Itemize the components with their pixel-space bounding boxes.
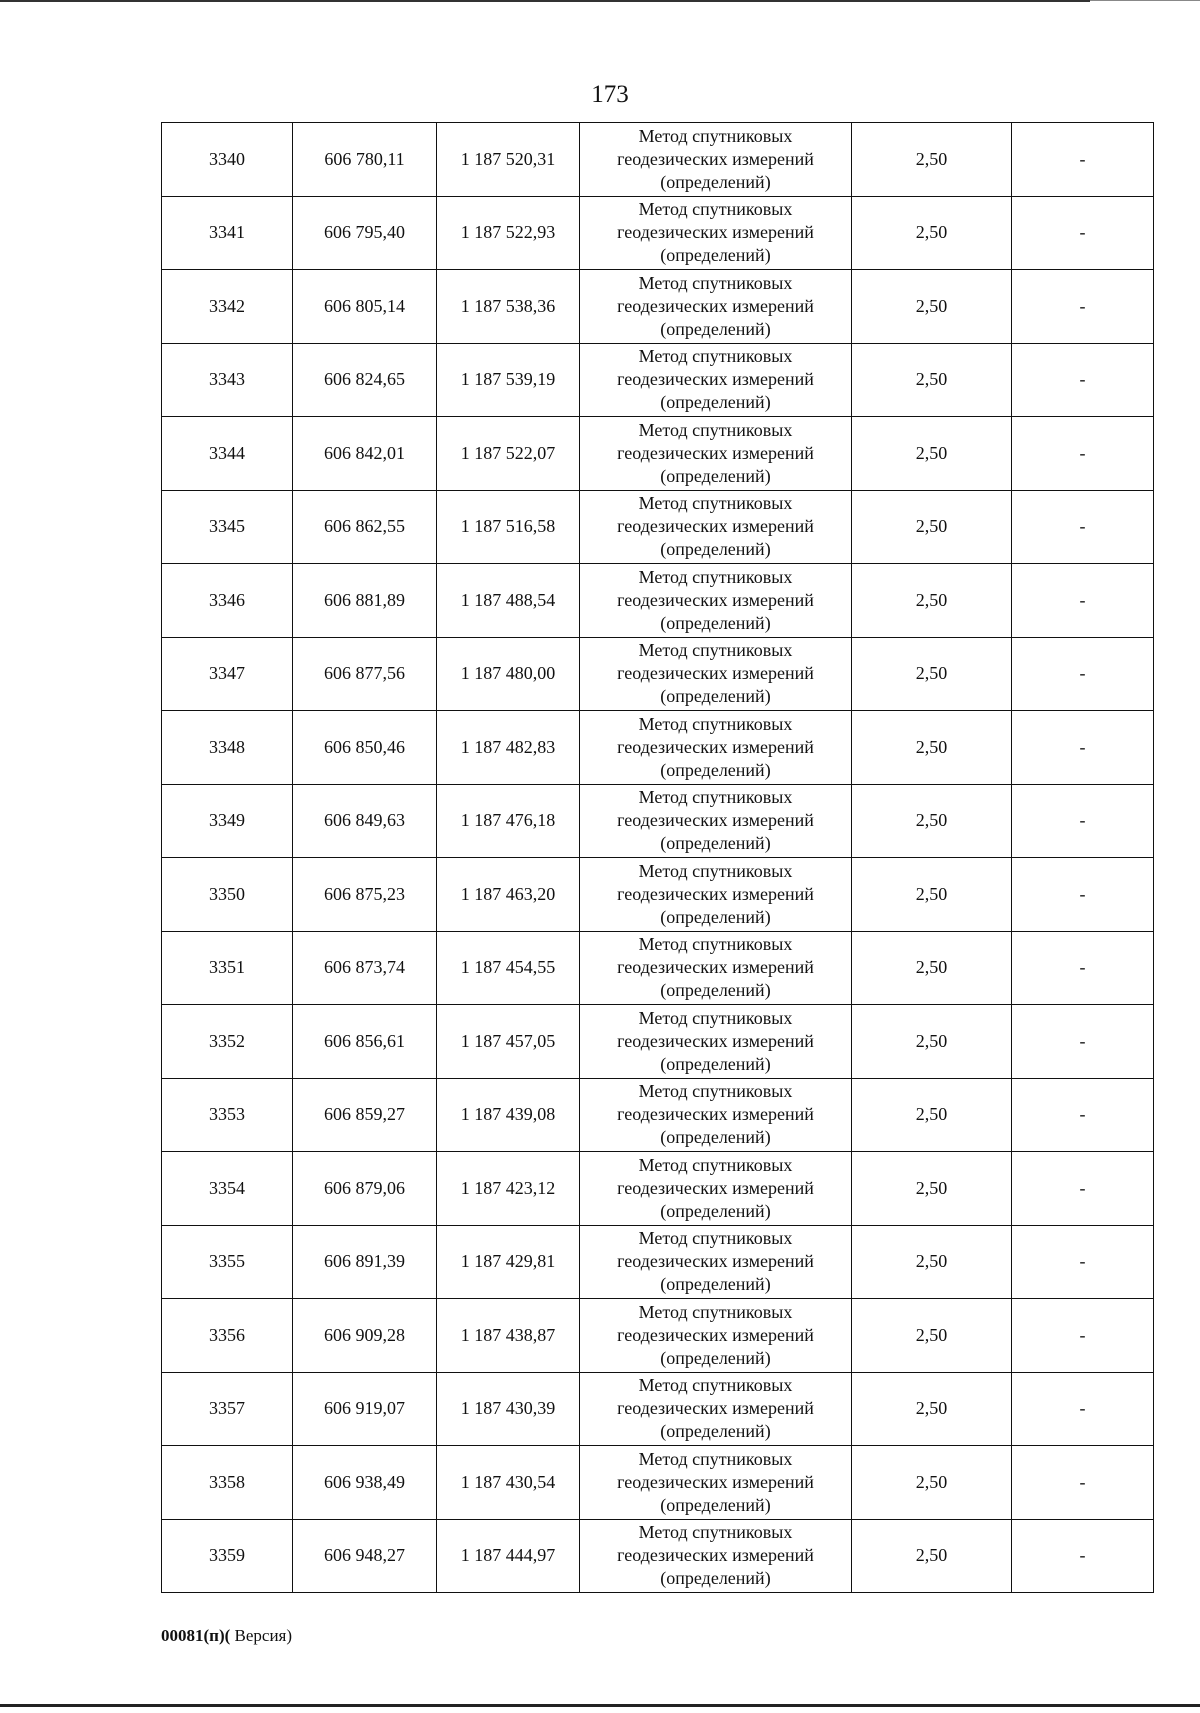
method-line-1: Метод спутниковых [638, 860, 793, 881]
y-coordinate-cell: 1 187 516,58 [437, 490, 580, 564]
method-cell [580, 637, 852, 711]
method-cell [580, 1299, 852, 1373]
note-cell: - [1012, 784, 1154, 858]
method-line-1: Метод спутниковых [638, 346, 793, 367]
method-line-2: геодезических измерений [617, 736, 814, 757]
note-cell: - [1012, 1225, 1154, 1299]
method-cell [580, 564, 852, 638]
note-cell: - [1012, 343, 1154, 417]
method-line-2: геодезических измерений [617, 957, 814, 978]
point-number-cell: 3350 [162, 858, 293, 932]
point-number-cell: 3357 [162, 1372, 293, 1446]
method-cell [580, 1005, 852, 1079]
y-coordinate-cell: 1 187 520,31 [437, 123, 580, 197]
method-line-1: Метод спутниковых [638, 1154, 793, 1175]
method-line-1: Метод спутниковых [638, 125, 793, 146]
x-coordinate-cell: 606 859,27 [293, 1078, 437, 1152]
method-line-3: (определений) [660, 980, 771, 1001]
method-line-2: геодезических измерений [617, 589, 814, 610]
note-cell: - [1012, 1446, 1154, 1520]
table-row [162, 637, 1154, 711]
method-line-3: (определений) [660, 1200, 771, 1221]
method-line-2: геодезических измерений [617, 369, 814, 390]
x-coordinate-cell: 606 891,39 [293, 1225, 437, 1299]
accuracy-cell: 2,50 [852, 931, 1012, 1005]
table-row [162, 858, 1154, 932]
method-line-1: Метод спутниковых [638, 934, 793, 955]
accuracy-cell: 2,50 [852, 1005, 1012, 1079]
method-line-3: (определений) [660, 1274, 771, 1295]
y-coordinate-cell: 1 187 454,55 [437, 931, 580, 1005]
method-line-3: (определений) [660, 1347, 771, 1368]
coordinates-table [161, 122, 1154, 1593]
method-line-2: геодезических измерений [617, 295, 814, 316]
y-coordinate-cell: 1 187 538,36 [437, 270, 580, 344]
y-coordinate-cell: 1 187 438,87 [437, 1299, 580, 1373]
y-coordinate-cell: 1 187 444,97 [437, 1519, 580, 1593]
table-row [162, 343, 1154, 417]
method-line-3: (определений) [660, 612, 771, 633]
method-line-1: Метод спутниковых [638, 1375, 793, 1396]
method-cell [580, 1225, 852, 1299]
method-line-3: (определений) [660, 1494, 771, 1515]
x-coordinate-cell: 606 875,23 [293, 858, 437, 932]
method-line-3: (определений) [660, 906, 771, 927]
point-number-cell: 3354 [162, 1152, 293, 1226]
y-coordinate-cell: 1 187 488,54 [437, 564, 580, 638]
accuracy-cell: 2,50 [852, 1372, 1012, 1446]
note-cell: - [1012, 270, 1154, 344]
table-row [162, 1372, 1154, 1446]
method-line-3: (определений) [660, 465, 771, 486]
table-row [162, 564, 1154, 638]
y-coordinate-cell: 1 187 423,12 [437, 1152, 580, 1226]
x-coordinate-cell: 606 856,61 [293, 1005, 437, 1079]
method-line-1: Метод спутниковых [638, 1081, 793, 1102]
point-number-cell: 3347 [162, 637, 293, 711]
method-line-3: (определений) [660, 318, 771, 339]
note-cell: - [1012, 1299, 1154, 1373]
method-cell [580, 343, 852, 417]
point-number-cell: 3355 [162, 1225, 293, 1299]
point-number-cell: 3344 [162, 417, 293, 491]
note-cell: - [1012, 417, 1154, 491]
method-line-2: геодезических измерений [617, 222, 814, 243]
method-line-2: геодезических измерений [617, 1471, 814, 1492]
footer-version: Версия) [230, 1626, 293, 1645]
document-footer [161, 1626, 292, 1646]
accuracy-cell: 2,50 [852, 417, 1012, 491]
y-coordinate-cell: 1 187 429,81 [437, 1225, 580, 1299]
table-row [162, 1078, 1154, 1152]
method-line-2: геодезических измерений [617, 1398, 814, 1419]
table-row [162, 1446, 1154, 1520]
method-cell [580, 196, 852, 270]
method-line-1: Метод спутниковых [638, 493, 793, 514]
y-coordinate-cell: 1 187 439,08 [437, 1078, 580, 1152]
footer-code: 00081(п)( [161, 1626, 231, 1645]
x-coordinate-cell: 606 873,74 [293, 931, 437, 1005]
point-number-cell: 3351 [162, 931, 293, 1005]
y-coordinate-cell: 1 187 430,54 [437, 1446, 580, 1520]
method-line-2: геодезических измерений [617, 148, 814, 169]
accuracy-cell: 2,50 [852, 123, 1012, 197]
point-number-cell: 3340 [162, 123, 293, 197]
x-coordinate-cell: 606 805,14 [293, 270, 437, 344]
accuracy-cell: 2,50 [852, 858, 1012, 932]
accuracy-cell: 2,50 [852, 1152, 1012, 1226]
x-coordinate-cell: 606 862,55 [293, 490, 437, 564]
accuracy-cell: 2,50 [852, 711, 1012, 785]
method-line-3: (определений) [660, 1127, 771, 1148]
note-cell: - [1012, 931, 1154, 1005]
table-row [162, 270, 1154, 344]
point-number-cell: 3343 [162, 343, 293, 417]
table-row [162, 123, 1154, 197]
method-cell [580, 931, 852, 1005]
method-line-1: Метод спутниковых [638, 1007, 793, 1028]
point-number-cell: 3358 [162, 1446, 293, 1520]
accuracy-cell: 2,50 [852, 1225, 1012, 1299]
method-cell [580, 711, 852, 785]
y-coordinate-cell: 1 187 480,00 [437, 637, 580, 711]
method-cell [580, 784, 852, 858]
y-coordinate-cell: 1 187 457,05 [437, 1005, 580, 1079]
method-line-1: Метод спутниковых [638, 419, 793, 440]
y-coordinate-cell: 1 187 430,39 [437, 1372, 580, 1446]
table-row [162, 417, 1154, 491]
page-number: 173 [591, 81, 629, 108]
method-cell [580, 490, 852, 564]
method-line-3: (определений) [660, 686, 771, 707]
table-row [162, 1005, 1154, 1079]
x-coordinate-cell: 606 919,07 [293, 1372, 437, 1446]
method-line-2: геодезических измерений [617, 883, 814, 904]
accuracy-cell: 2,50 [852, 343, 1012, 417]
y-coordinate-cell: 1 187 463,20 [437, 858, 580, 932]
method-line-2: геодезических измерений [617, 663, 814, 684]
note-cell: - [1012, 564, 1154, 638]
method-line-3: (определений) [660, 1053, 771, 1074]
x-coordinate-cell: 606 850,46 [293, 711, 437, 785]
method-cell [580, 123, 852, 197]
table-row [162, 1152, 1154, 1226]
x-coordinate-cell: 606 780,11 [293, 123, 437, 197]
point-number-cell: 3352 [162, 1005, 293, 1079]
method-cell [580, 1372, 852, 1446]
x-coordinate-cell: 606 909,28 [293, 1299, 437, 1373]
y-coordinate-cell: 1 187 539,19 [437, 343, 580, 417]
note-cell: - [1012, 123, 1154, 197]
table-row [162, 490, 1154, 564]
x-coordinate-cell: 606 879,06 [293, 1152, 437, 1226]
method-line-2: геодезических измерений [617, 442, 814, 463]
method-line-2: геодезических измерений [617, 1545, 814, 1566]
method-cell [580, 1152, 852, 1226]
table-row [162, 1299, 1154, 1373]
method-line-3: (определений) [660, 759, 771, 780]
accuracy-cell: 2,50 [852, 564, 1012, 638]
point-number-cell: 3342 [162, 270, 293, 344]
top-border-line-thin [1090, 0, 1200, 1]
note-cell: - [1012, 711, 1154, 785]
method-line-2: геодезических измерений [617, 810, 814, 831]
accuracy-cell: 2,50 [852, 637, 1012, 711]
x-coordinate-cell: 606 877,56 [293, 637, 437, 711]
x-coordinate-cell: 606 842,01 [293, 417, 437, 491]
point-number-cell: 3359 [162, 1519, 293, 1593]
table-row [162, 1225, 1154, 1299]
method-cell [580, 1446, 852, 1520]
method-line-1: Метод спутниковых [638, 640, 793, 661]
method-line-3: (определений) [660, 245, 771, 266]
accuracy-cell: 2,50 [852, 1519, 1012, 1593]
method-line-2: геодезических измерений [617, 1104, 814, 1125]
point-number-cell: 3349 [162, 784, 293, 858]
method-cell [580, 270, 852, 344]
table-row [162, 1519, 1154, 1593]
accuracy-cell: 2,50 [852, 1299, 1012, 1373]
table-row [162, 931, 1154, 1005]
accuracy-cell: 2,50 [852, 270, 1012, 344]
table-row [162, 784, 1154, 858]
note-cell: - [1012, 1519, 1154, 1593]
method-line-2: геодезических измерений [617, 1251, 814, 1272]
method-line-3: (определений) [660, 171, 771, 192]
method-cell [580, 1519, 852, 1593]
x-coordinate-cell: 606 938,49 [293, 1446, 437, 1520]
method-line-3: (определений) [660, 1421, 771, 1442]
x-coordinate-cell: 606 824,65 [293, 343, 437, 417]
table-row [162, 711, 1154, 785]
point-number-cell: 3345 [162, 490, 293, 564]
y-coordinate-cell: 1 187 482,83 [437, 711, 580, 785]
point-number-cell: 3348 [162, 711, 293, 785]
note-cell: - [1012, 1372, 1154, 1446]
x-coordinate-cell: 606 881,89 [293, 564, 437, 638]
bottom-border-line [0, 1704, 1200, 1707]
top-border-line [0, 0, 1090, 2]
method-line-1: Метод спутниковых [638, 787, 793, 808]
method-line-1: Метод спутниковых [638, 199, 793, 220]
note-cell: - [1012, 1078, 1154, 1152]
accuracy-cell: 2,50 [852, 196, 1012, 270]
method-line-2: геодезических измерений [617, 1030, 814, 1051]
method-line-1: Метод спутниковых [638, 1522, 793, 1543]
y-coordinate-cell: 1 187 522,93 [437, 196, 580, 270]
coordinates-table-body [162, 123, 1154, 1593]
method-line-3: (определений) [660, 833, 771, 854]
note-cell: - [1012, 196, 1154, 270]
note-cell: - [1012, 858, 1154, 932]
y-coordinate-cell: 1 187 522,07 [437, 417, 580, 491]
y-coordinate-cell: 1 187 476,18 [437, 784, 580, 858]
method-line-2: геодезических измерений [617, 1324, 814, 1345]
accuracy-cell: 2,50 [852, 784, 1012, 858]
note-cell: - [1012, 1005, 1154, 1079]
method-line-3: (определений) [660, 539, 771, 560]
method-cell [580, 417, 852, 491]
x-coordinate-cell: 606 948,27 [293, 1519, 437, 1593]
x-coordinate-cell: 606 795,40 [293, 196, 437, 270]
x-coordinate-cell: 606 849,63 [293, 784, 437, 858]
accuracy-cell: 2,50 [852, 1078, 1012, 1152]
point-number-cell: 3356 [162, 1299, 293, 1373]
method-line-2: геодезических измерений [617, 1177, 814, 1198]
method-line-1: Метод спутниковых [638, 272, 793, 293]
note-cell: - [1012, 490, 1154, 564]
point-number-cell: 3353 [162, 1078, 293, 1152]
method-line-1: Метод спутниковых [638, 1448, 793, 1469]
method-line-1: Метод спутниковых [638, 566, 793, 587]
point-number-cell: 3346 [162, 564, 293, 638]
method-line-1: Метод спутниковых [638, 713, 793, 734]
method-line-1: Метод спутниковых [638, 1301, 793, 1322]
method-cell [580, 1078, 852, 1152]
note-cell: - [1012, 637, 1154, 711]
note-cell: - [1012, 1152, 1154, 1226]
method-line-3: (определений) [660, 1568, 771, 1589]
method-line-1: Метод спутниковых [638, 1228, 793, 1249]
accuracy-cell: 2,50 [852, 490, 1012, 564]
table-row [162, 196, 1154, 270]
method-line-2: геодезических измерений [617, 516, 814, 537]
point-number-cell: 3341 [162, 196, 293, 270]
method-line-3: (определений) [660, 392, 771, 413]
accuracy-cell: 2,50 [852, 1446, 1012, 1520]
method-cell [580, 858, 852, 932]
